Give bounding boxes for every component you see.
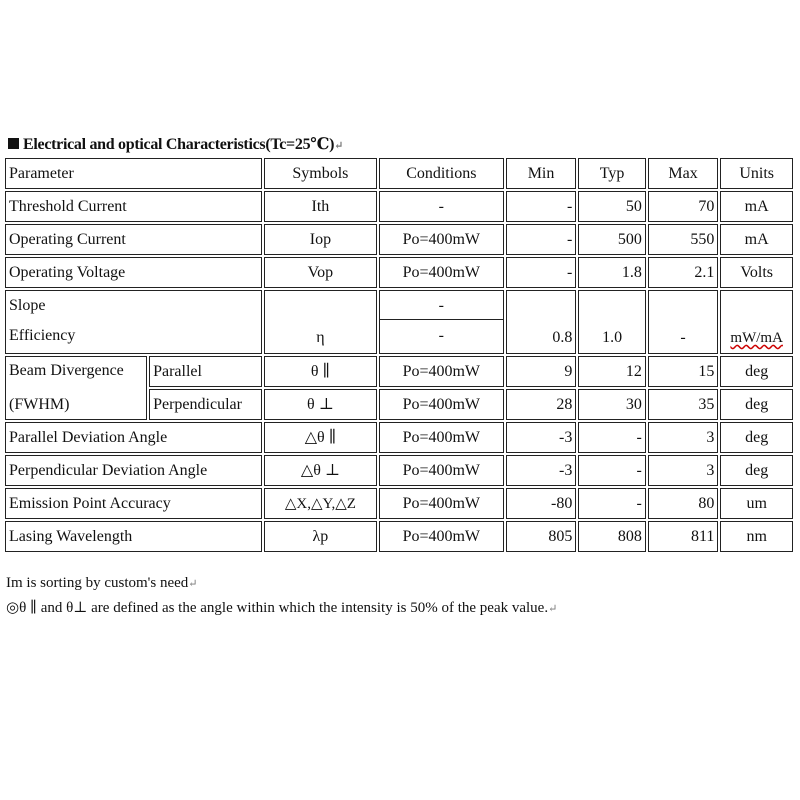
header-conditions: Conditions: [379, 158, 504, 189]
max-cell: 15: [648, 356, 719, 387]
table-row: [5, 455, 793, 486]
symbol-cell: △θ ∥: [264, 422, 377, 453]
max-cell: 70: [648, 191, 719, 222]
condition-cell: Po=400mW: [379, 455, 504, 486]
param-cell: Emission Point Accuracy: [5, 488, 262, 519]
table-row: [5, 422, 793, 453]
fwhm-label: (FWHM): [9, 396, 70, 413]
param-cell: Perpendicular Deviation Angle: [5, 455, 262, 486]
min-cell: -: [506, 257, 577, 288]
unit-text: mW/mA: [730, 330, 783, 346]
param-cell: Operating Voltage: [5, 257, 262, 288]
table-row: [5, 290, 793, 354]
table-header-row: [5, 158, 793, 189]
return-mark-icon: ↵: [188, 578, 198, 590]
subparam-cell: Perpendicular: [149, 389, 262, 420]
return-mark-icon: ↵: [548, 603, 558, 615]
min-cell: -: [506, 191, 577, 222]
unit-cell: mA: [720, 224, 793, 255]
table-row: [5, 521, 793, 552]
unit-cell: nm: [720, 521, 793, 552]
unit-cell: Volts: [720, 257, 793, 288]
header-min: Min: [506, 158, 577, 189]
note-line-2: [6, 598, 557, 617]
unit-cell: deg: [720, 422, 793, 453]
max-cell: 3: [648, 422, 719, 453]
max-cell: 80: [648, 488, 719, 519]
characteristics-table: [3, 156, 795, 554]
max-cell: -: [648, 290, 719, 354]
condition-cell: Po=400mW: [379, 257, 504, 288]
symbol-cell: θ ⊥: [264, 389, 377, 420]
header-symbols: Symbols: [264, 158, 377, 189]
condition-top: -: [380, 293, 503, 320]
condition-cell: Po=400mW: [379, 488, 504, 519]
max-cell: 3: [648, 455, 719, 486]
header-max: Max: [648, 158, 719, 189]
typ-cell: 808: [578, 521, 646, 552]
condition-cell: [379, 290, 504, 354]
unit-cell: mA: [720, 191, 793, 222]
typ-cell: -: [578, 455, 646, 486]
slope-label: Slope: [9, 297, 46, 314]
unit-cell: [720, 290, 793, 354]
symbol-cell: θ ∥: [264, 356, 377, 387]
header-parameter: Parameter: [5, 158, 262, 189]
table-row: [5, 224, 793, 255]
efficiency-label: Efficiency: [9, 327, 76, 344]
typ-cell: 1.0: [578, 290, 646, 354]
min-cell: -3: [506, 422, 577, 453]
param-cell: [5, 356, 147, 420]
section-heading: [8, 134, 343, 154]
condition-cell: Po=400mW: [379, 224, 504, 255]
max-cell: 2.1: [648, 257, 719, 288]
symbol-cell: Ith: [264, 191, 377, 222]
min-cell: 0.8: [506, 290, 577, 354]
typ-cell: 1.8: [578, 257, 646, 288]
min-cell: -80: [506, 488, 577, 519]
header-units: Units: [720, 158, 793, 189]
condition-cell: Po=400mW: [379, 422, 504, 453]
param-cell: Parallel Deviation Angle: [5, 422, 262, 453]
note-1-text: Im is sorting by custom's need: [6, 575, 189, 591]
symbol-cell: Iop: [264, 224, 377, 255]
min-cell: -3: [506, 455, 577, 486]
return-mark-icon: ↵: [334, 140, 344, 152]
param-cell: [5, 290, 262, 354]
min-cell: 28: [506, 389, 577, 420]
symbol-cell: λp: [264, 521, 377, 552]
note-line-1: [6, 575, 198, 592]
min-cell: 9: [506, 356, 577, 387]
typ-cell: 500: [578, 224, 646, 255]
heading-text: Electrical and optical Characteristics(Tc=25℃): [23, 136, 335, 153]
max-cell: 35: [648, 389, 719, 420]
param-cell: Threshold Current: [5, 191, 262, 222]
note-2-text: ◎θ ∥ and θ⊥ are defined as the angle within which the intensity is 50% of the peak value.: [6, 600, 549, 616]
param-cell: Operating Current: [5, 224, 262, 255]
typ-cell: 12: [578, 356, 646, 387]
unit-cell: deg: [720, 455, 793, 486]
min-cell: 805: [506, 521, 577, 552]
condition-cell: Po=400mW: [379, 356, 504, 387]
table-row: [5, 191, 793, 222]
param-cell: Lasing Wavelength: [5, 521, 262, 552]
typ-cell: 30: [578, 389, 646, 420]
table-row: [5, 356, 793, 387]
unit-cell: deg: [720, 356, 793, 387]
max-cell: 811: [648, 521, 719, 552]
typ-cell: 50: [578, 191, 646, 222]
condition-cell: Po=400mW: [379, 389, 504, 420]
symbol-cell: η: [264, 290, 377, 354]
symbol-cell: △X,△Y,△Z: [264, 488, 377, 519]
black-square-icon: [8, 138, 19, 149]
beam-divergence-label: Beam Divergence: [9, 362, 124, 379]
table-row: [5, 257, 793, 288]
symbol-cell: Vop: [264, 257, 377, 288]
unit-cell: deg: [720, 389, 793, 420]
typ-cell: -: [578, 488, 646, 519]
header-typ: Typ: [578, 158, 646, 189]
condition-cell: -: [379, 191, 504, 222]
typ-cell: -: [578, 422, 646, 453]
subparam-cell: Parallel: [149, 356, 262, 387]
table-row: [5, 488, 793, 519]
condition-bottom: -: [438, 326, 444, 344]
min-cell: -: [506, 224, 577, 255]
max-cell: 550: [648, 224, 719, 255]
condition-cell: Po=400mW: [379, 521, 504, 552]
symbol-cell: △θ ⊥: [264, 455, 377, 486]
unit-cell: um: [720, 488, 793, 519]
